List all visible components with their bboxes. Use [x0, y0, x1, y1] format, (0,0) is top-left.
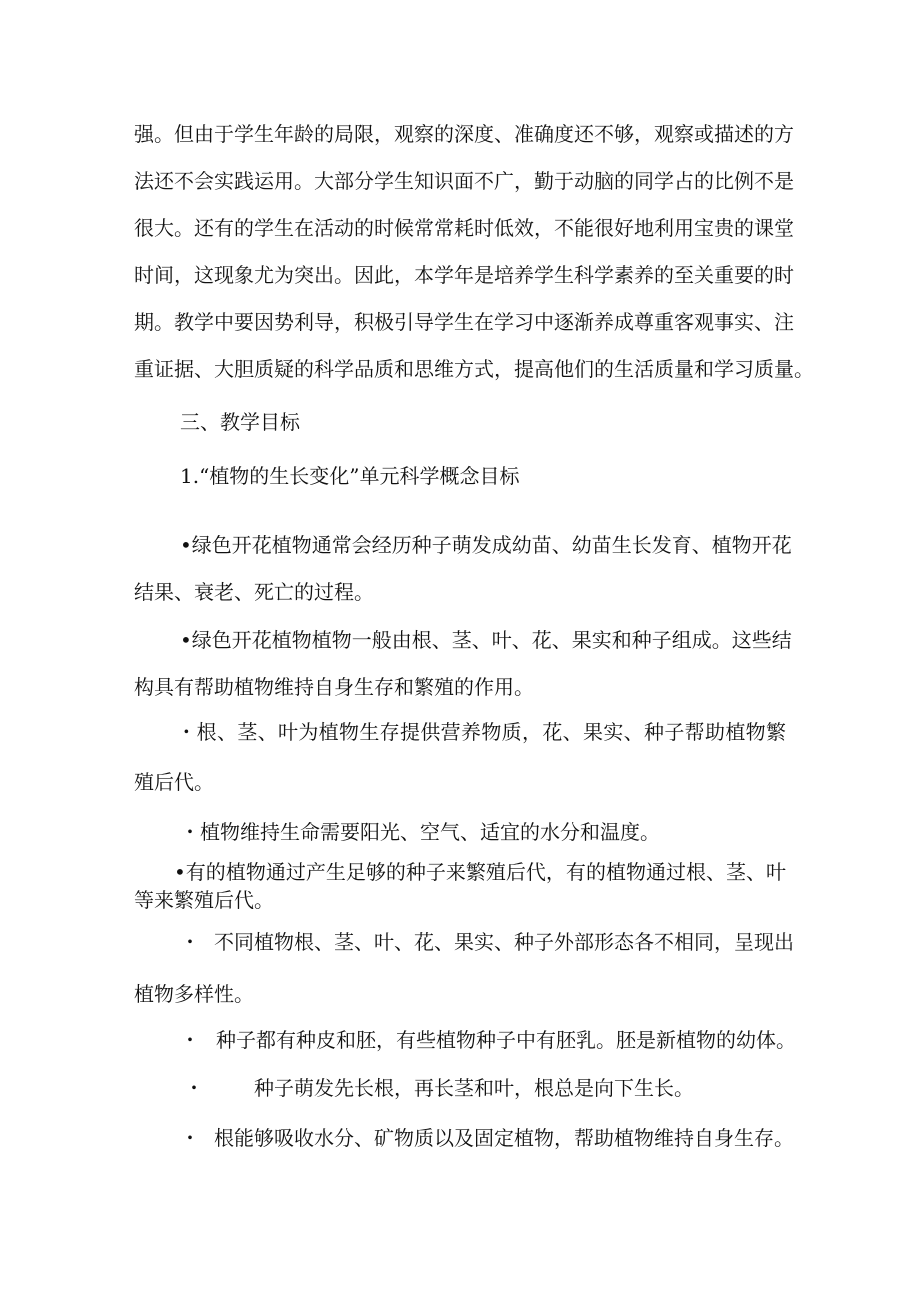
bullet-marker: ・	[180, 820, 200, 844]
bullet-5-line-2: 等来繁殖后代。	[134, 888, 274, 912]
bullet-text: 根能够吸收水分、矿物质以及固定植物，帮助植物维持自身生存。	[214, 1126, 794, 1150]
bullet-6-line-2: 植物多样性。	[134, 982, 254, 1006]
bullet-4-line-1	[180, 818, 660, 846]
bullet-5-line-1	[134, 858, 786, 886]
bullet-6-line-1	[134, 928, 794, 956]
bullet-marker: ・	[180, 1028, 200, 1052]
bullet-8-line-1	[180, 1074, 694, 1102]
bullet-1-line-1	[134, 531, 792, 559]
intro-line-6: 重证据、大胆质疑的科学品质和思维方式，提高他们的生活质量和学习质量。	[134, 357, 814, 381]
bullet-1-line-2: 结果、衰老、死亡的过程。	[134, 580, 374, 604]
intro-line-3: 很大。还有的学生在活动的时候常常耗时低效，不能很好地利用宝贵的课堂	[134, 216, 794, 240]
bullet-2-line-1	[134, 626, 792, 654]
bullet-text: 绿色开花植物植物一般由根、茎、叶、花、果实和种子组成。这些结	[191, 628, 792, 652]
bullet-text: 根、茎、叶为植物生存提供营养物质，花、果实、种子帮助植物繁	[196, 720, 787, 744]
section-heading: 三、教学目标	[180, 410, 300, 434]
bullet-text: 有的植物通过产生足够的种子来繁殖后代，有的植物通过根、茎、叶	[185, 860, 786, 884]
bullet-7-line-1	[134, 1026, 796, 1054]
bullet-2-line-2: 构具有帮助植物维持自身生存和繁殖的作用。	[134, 675, 534, 699]
bullet-marker: •	[174, 860, 186, 884]
bullet-text: 不同植物根、茎、叶、花、果实、种子外部形态各不相同，呈现出	[214, 930, 794, 954]
bullet-text: 种子都有种皮和胚，有些植物种子中有胚乳。胚是新植物的幼体。	[216, 1028, 796, 1052]
bullet-marker: ・	[184, 1076, 204, 1100]
bullet-marker: ・	[180, 1126, 200, 1150]
bullet-text: 植物维持生命需要阳光、空气、适宜的水分和温度。	[200, 820, 660, 844]
bullet-marker: ・	[176, 720, 197, 744]
intro-line-2: 法还不会实践运用。大部分学生知识面不广，勤于动脑的同学占的比例不是	[134, 169, 794, 193]
bullet-marker: ・	[180, 930, 200, 954]
intro-line-5: 期。教学中要因势利导，积极引导学生在学习中逐渐养成尊重客观事实、注	[134, 310, 794, 334]
bullet-3-line-1	[134, 718, 786, 746]
intro-line-4: 时间，这现象尤为突出。因此，本学年是培养学生科学素养的至关重要的时	[134, 263, 794, 287]
subsection-heading: 1.“植物的生长变化”单元科学概念目标	[180, 464, 520, 488]
bullet-3-line-2: 殖后代。	[134, 770, 214, 794]
bullet-9-line-1	[134, 1124, 794, 1152]
bullet-marker: •	[180, 628, 192, 652]
bullet-text: 种子萌发先长根，再长茎和叶，根总是向下生长。	[254, 1076, 694, 1100]
bullet-marker: •	[180, 533, 192, 557]
bullet-text: 绿色开花植物通常会经历种子萌发成幼苗、幼苗生长发育、植物开花	[191, 533, 792, 557]
intro-line-1: 强。但由于学生年龄的局限，观察的深度、准确度还不够，观察或描述的方	[134, 122, 794, 146]
